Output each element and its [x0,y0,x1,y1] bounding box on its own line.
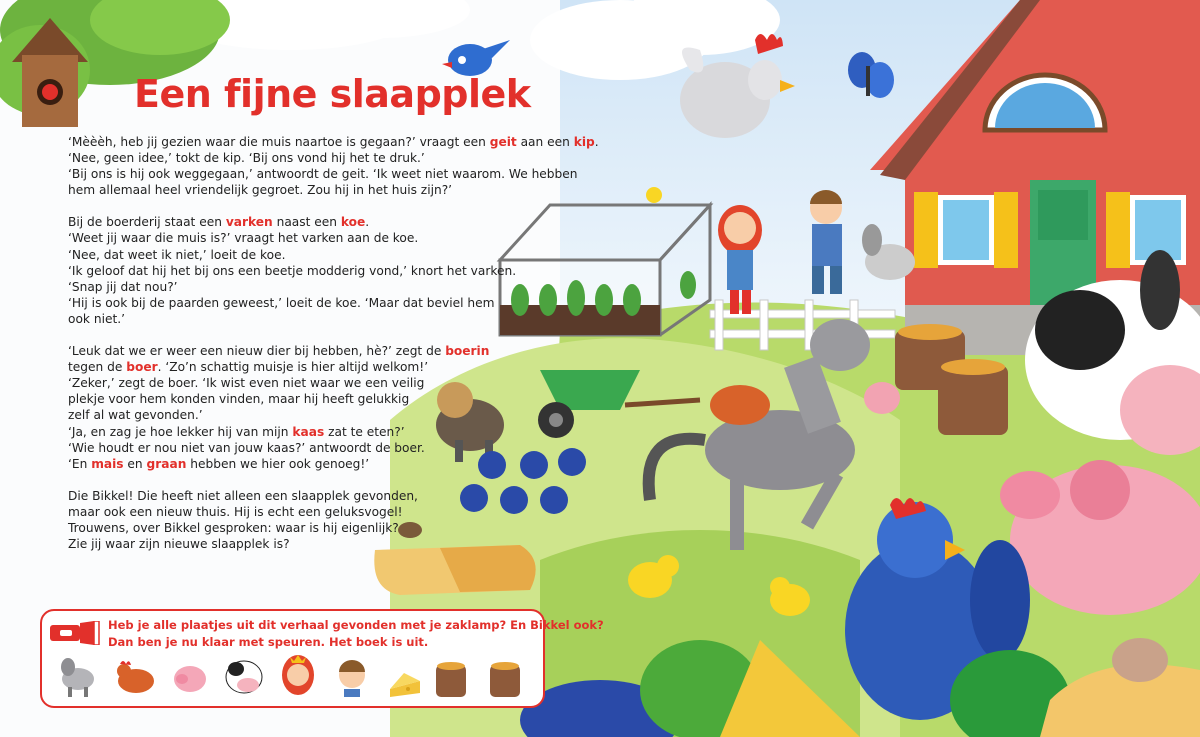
story-line [68,375,538,391]
hen-icon [117,661,154,693]
story-segment: zat te eten?’ [324,424,405,439]
story-segment: ‘Ik geloof dat hij het bij ons een beetje modderig vond,’ knort het varken. [68,263,517,278]
story-segment: ‘Bij ons is hij ook weggegaan,’ antwoordt de geit. ‘Ik weet niet waarom. We hebben [68,167,578,182]
story-segment: tegen de [68,360,127,375]
story-segment: ‘Weet jij waar die muis is?’ vraagt het varken aan de koe. [68,231,419,246]
highlight-word: mais [91,456,124,471]
story-line [68,279,538,295]
story-paragraph [68,134,599,198]
story-paragraph [68,343,538,472]
blue-bird [442,40,510,76]
cheese-icon [390,673,420,697]
story-segment: ‘Mèèèh, heb jij gezien waar die muis naartoe is gegaan?’ vraagt een [68,135,490,149]
story-line [68,311,538,327]
story-segment: ‘En [68,456,92,471]
story-line [68,424,538,440]
story-line [68,456,538,472]
story-segment: hebben we hier ook genoeg!’ [186,456,370,471]
highlight-word: koe [340,215,366,230]
story-line [68,488,538,504]
story-line [68,440,538,456]
story-segment: ‘Zeker,’ zegt de boer. ‘Ik wist even niet waar we een veilig [68,376,425,391]
story-line [68,536,538,552]
story-line [68,504,538,520]
hen [710,385,770,425]
goat-icon [61,658,94,697]
farmer-boy-icon [339,660,365,697]
story-segment: ‘Ja, en zag je hoe lekker hij van mijn [68,424,293,439]
story-paragraph [68,214,538,327]
story-segment: ‘Hij is ook bij de paarden geweest,’ loeit de koe. ‘Maar dat beviel hem [68,295,495,310]
story-line [68,391,538,407]
story-segment: hem allemaal heel vriendelijk gegroet. Zou hij in het huis zijn?’ [68,183,453,198]
story-line [68,182,538,198]
story-line [68,166,578,182]
highlight-word: boerin [445,344,490,359]
story-segment: Bij de boerderij staat een [68,215,226,230]
story-segment: Zie jij waar zijn nieuwe slaapplek is? [68,537,290,552]
piglet [864,382,900,414]
story-segment: . ‘Zo’n schattig muisje is hier altijd welkom!’ [157,360,429,375]
quiz-closing: Dan ben je nu klaar met speuren. Het boek is uit. [108,635,429,649]
story-line [68,230,538,246]
story-segment: zelf al wat gevonden.’ [68,408,203,423]
story-line [68,343,538,359]
highlight-word: geit [489,135,517,149]
pig-icon [174,666,206,692]
story-paragraph [68,488,538,552]
story-segment: ‘Nee, geen idee,’ tokt de kip. ‘Bij ons vond hij het te druk.’ [68,151,425,166]
farmer-girl-icon [282,655,314,695]
highlight-word: varken [225,215,273,230]
story-segment: maar ook een nieuw thuis. Hij is echt een geluksvogel! [68,504,403,519]
story-segment: ‘Snap jij dat nou?’ [68,279,178,294]
story-line [68,150,538,166]
story-line [68,263,538,279]
flashlight-icon [50,621,102,645]
story-line [68,407,538,423]
story-segment: aan een [516,135,574,149]
story-segment: ‘Wie houdt er nou niet van jouw kaas?’ antwoordt de boer. [68,440,425,455]
page-title: Een fijne slaapplek [134,72,531,116]
story-segment: plekje voor hem konden vinden, maar hij heeft gelukkig [68,392,410,407]
story-segment: ook niet.’ [68,311,125,326]
quiz-question: Heb je alle plaatjes uit dit verhaal gevonden met je zaklamp? En Bikkel ook? [108,618,604,632]
highlight-word: boer [126,360,158,375]
story-segment: . [365,215,370,230]
story-line [68,247,538,263]
story-text [68,134,599,568]
story-line [68,520,538,536]
cow-icon [226,661,262,693]
story-line [68,214,538,230]
search-items-row [58,651,528,699]
story-segment: ‘Nee, dat weet ik niet,’ loeit de koe. [68,247,286,262]
story-segment: ‘Leuk dat we er weer een nieuw dier bij hebben, hè?’ zegt de [68,344,446,359]
grain-sack-icon [490,662,520,697]
quiz-box [40,609,604,708]
story-segment: Trouwens, over Bikkel gesproken: waar is hij eigenlijk? [68,520,399,535]
story-segment: . [594,135,599,149]
story-segment: Die Bikkel! Die heeft niet alleen een slaapplek gevonden, [68,488,418,503]
highlight-word: graan [146,456,187,471]
story-line [68,359,538,375]
story-segment: en [123,456,147,471]
highlight-word: kip [573,135,595,149]
highlight-word: kaas [292,424,325,439]
grain-sack-icon [436,662,466,697]
story-segment: naast een [272,215,341,230]
story-line [68,295,538,311]
story-line [68,134,599,150]
